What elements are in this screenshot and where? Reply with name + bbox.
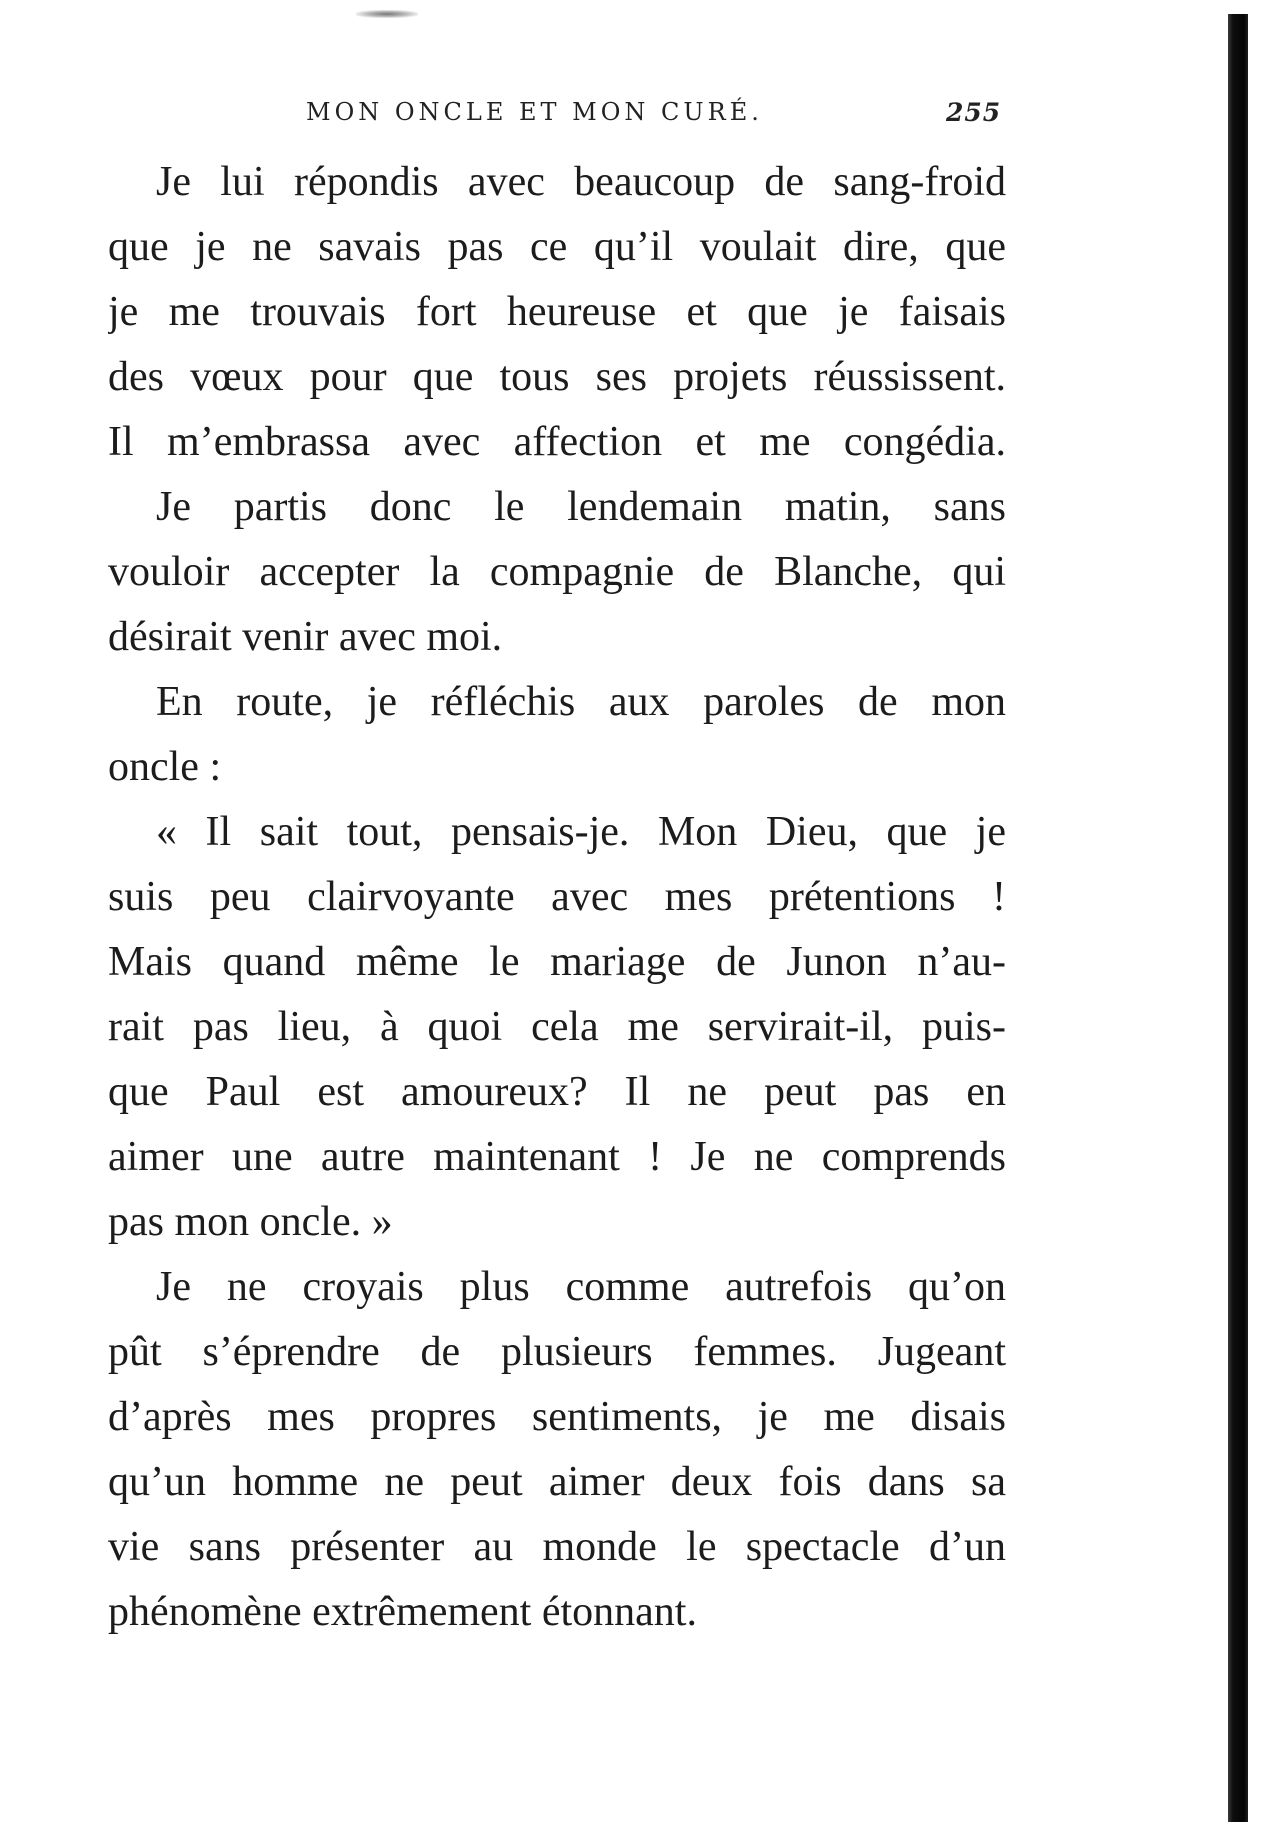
text-line: Je lui répondis avec beaucoup de sang-froid <box>156 159 1006 205</box>
text-line: des vœux pour que tous ses projets réussissent. <box>108 354 1006 400</box>
text-line: suis peu clairvoyante avec mes prétentions ! <box>108 874 1006 920</box>
text-line: Je partis donc le lendemain matin, sans <box>156 484 1006 530</box>
text-line: oncle : <box>108 744 222 790</box>
text-line: Je ne croyais plus comme autrefois qu’on <box>156 1264 1006 1310</box>
text-line: pût s’éprendre de plusieurs femmes. Jugeant <box>108 1329 1006 1375</box>
text-line: que je ne savais pas ce qu’il voulait dire, que <box>108 224 1006 270</box>
text-line: vie sans présenter au monde le spectacle d’un <box>108 1524 1006 1570</box>
text-line: je me trouvais fort heureuse et que je faisais <box>108 289 1006 335</box>
body-text <box>108 150 1006 1645</box>
page-number: 255 <box>946 98 1002 127</box>
text-line: phénomène extrêmement étonnant. <box>108 1589 697 1635</box>
text-line: vouloir accepter la compagnie de Blanche, qui <box>108 549 1006 595</box>
binding-edge <box>1228 14 1248 1822</box>
text-line: aimer une autre maintenant ! Je ne comprends <box>108 1134 1006 1180</box>
text-line: que Paul est amoureux? Il ne peut pas en <box>108 1069 1006 1115</box>
text-line: Il m’embrassa avec affection et me congédia. <box>108 419 1006 465</box>
text-line: « Il sait tout, pensais-je. Mon Dieu, que je <box>156 809 1006 855</box>
text-line: Mais quand même le mariage de Junon n’au- <box>108 939 1006 985</box>
running-title: MON ONCLE ET MON CURÉ. <box>306 98 763 126</box>
text-line: En route, je réfléchis aux paroles de mon <box>156 679 1006 725</box>
text-line: rait pas lieu, à quoi cela me servirait-il, puis- <box>108 1004 1006 1050</box>
text-line: pas mon oncle. » <box>108 1199 393 1245</box>
text-line: désirait venir avec moi. <box>108 614 503 660</box>
text-line: qu’un homme ne peut aimer deux fois dans sa <box>108 1459 1006 1505</box>
ink-smudge <box>356 10 418 18</box>
running-head <box>306 98 1006 134</box>
text-line: d’après mes propres sentiments, je me disais <box>108 1394 1006 1440</box>
